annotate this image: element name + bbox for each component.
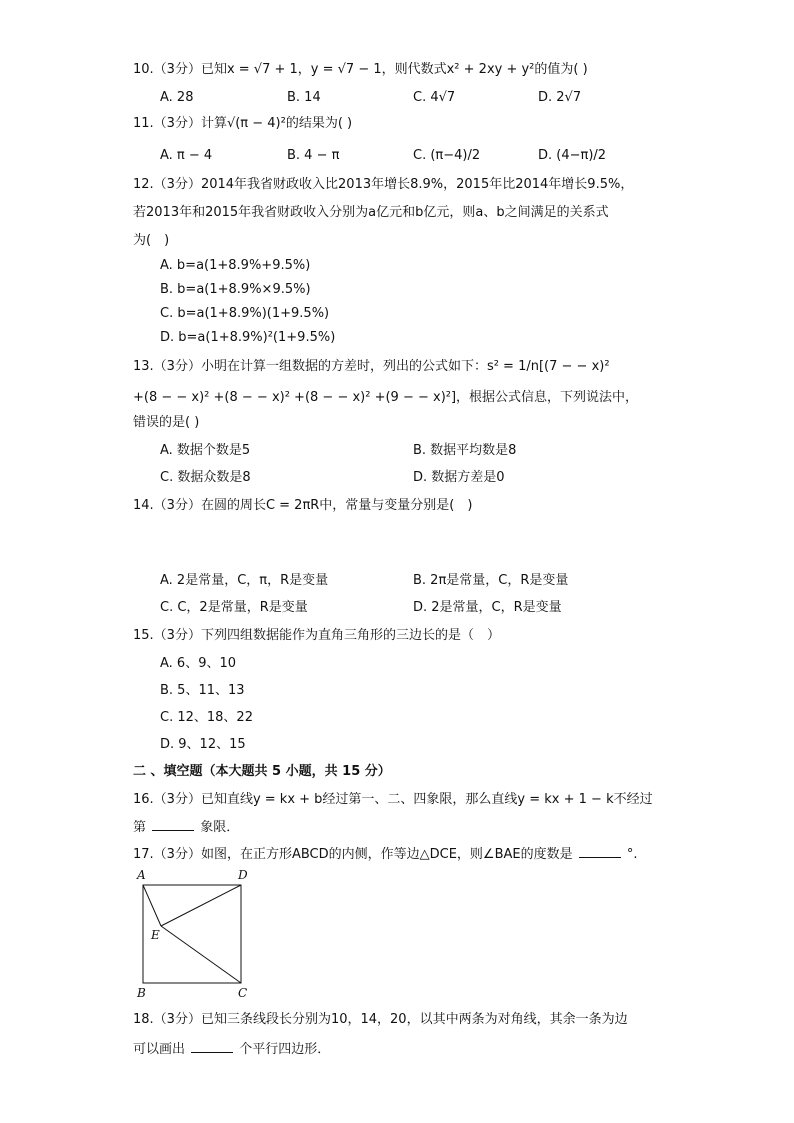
q15-option-d: D. 9、12、15	[160, 737, 246, 752]
q18-stem-line1: 18.（3分）已知三条线段长分别为10，14，20，以其中两条为对角线，其余一条为边	[133, 1012, 628, 1027]
section-heading: 二 、填空题（本大题共 5 小题，共 15 分）	[133, 764, 391, 779]
segment-de	[161, 885, 241, 926]
label-e: E	[151, 928, 160, 942]
q12-stem-line2: 若2013年和2015年我省财政收入分别为a亿元和b亿元，则a、b之间满足的关系式	[133, 205, 609, 220]
q12-option-c: C. b=a(1+8.9%)(1+9.5%)	[160, 306, 330, 321]
q13-option-c: C. 数据众数是8	[160, 470, 251, 485]
q18-prefix: 可以画出	[133, 1042, 186, 1057]
q13-stem-line1: 13.（3分）小明在计算一组数据的方差时，列出的公式如下：s² = 1/n[(7 − − x)²	[133, 359, 610, 374]
q17-suffix: °.	[626, 847, 638, 862]
q13-option-b: B. 数据平均数是8	[413, 443, 517, 458]
segment-ce	[161, 926, 241, 983]
q13-stem-line2: +(8 − − x)² +(8 − − x)² +(8 − − x)² +(9 − − x)²]，根据公式信息，下列说法中，	[133, 390, 639, 405]
q11-stem: 11.（3分）计算√(π − 4)²的结果为( )	[133, 116, 353, 131]
q11-option-d: D. (4−π)/2	[538, 148, 607, 163]
label-c: C	[238, 986, 248, 1000]
q14-stem: 14.（3分）在圆的周长C = 2πR中，常量与变量分别是( )	[133, 498, 473, 513]
q18-answer-blank[interactable]	[191, 1040, 233, 1053]
q11-option-a: A. π − 4	[160, 148, 213, 163]
q13-stem-line3: 错误的是( )	[133, 415, 200, 430]
label-b: B	[137, 986, 146, 1000]
q12-option-d: D. b=a(1+8.9%)²(1+9.5%)	[160, 330, 336, 345]
q14-option-b: B. 2π是常量，C，R是变量	[413, 573, 569, 588]
q15-option-b: B. 5、11、13	[160, 683, 245, 698]
q12-stem-line3: 为( )	[133, 233, 170, 248]
q16-suffix: 象限．	[200, 820, 240, 835]
q18-suffix: 个平行四边形．	[239, 1042, 331, 1057]
q17-prefix: 17.（3分）如图，在正方形ABCD的内侧，作等边△DCE，则∠BAE的度数是	[133, 847, 573, 862]
q12-option-b: B. b=a(1+8.9%×9.5%)	[160, 282, 311, 297]
q14-option-a: A. 2是常量，C，π，R是变量	[160, 573, 329, 588]
q16-prefix: 第	[133, 820, 147, 835]
q13-option-a: A. 数据个数是5	[160, 443, 251, 458]
q11-option-b: B. 4 − π	[287, 148, 340, 163]
q16-stem-line1: 16.（3分）已知直线y = kx + b经过第一、二、四象限，那么直线y = kx + 1 − k不经过	[133, 792, 653, 807]
label-d: D	[238, 868, 248, 882]
q15-stem: 15.（3分）下列四组数据能作为直角三角形的三边长的是（ ）	[133, 628, 500, 643]
q14-option-d: D. 2是常量，C，R是变量	[413, 600, 562, 615]
q14-option-c: C. C，2是常量，R是变量	[160, 600, 308, 615]
label-a: A	[137, 868, 146, 882]
q10-option-c: C. 4√7	[413, 90, 456, 105]
segment-ae	[143, 885, 161, 926]
q10-option-b: B. 14	[287, 90, 321, 105]
q10-option-a: A. 28	[160, 90, 194, 105]
q12-option-a: A. b=a(1+8.9%+9.5%)	[160, 258, 311, 273]
q10-stem: 10.（3分）已知x = √7 + 1，y = √7 − 1，则代数式x² + 2xy + y²的值为( )	[133, 62, 588, 77]
q11-option-c: C. (π−4)/2	[413, 148, 481, 163]
q13-option-d: D. 数据方差是0	[413, 470, 505, 485]
q15-option-c: C. 12、18、22	[160, 710, 253, 725]
q12-stem-line1: 12.（3分）2014年我省财政收入比2013年增长8.9%，2015年比2014年增长9.5%，	[133, 177, 634, 192]
q15-option-a: A. 6、9、10	[160, 656, 237, 671]
q10-option-d: D. 2√7	[538, 90, 582, 105]
q18-stem-line2	[133, 1040, 330, 1059]
